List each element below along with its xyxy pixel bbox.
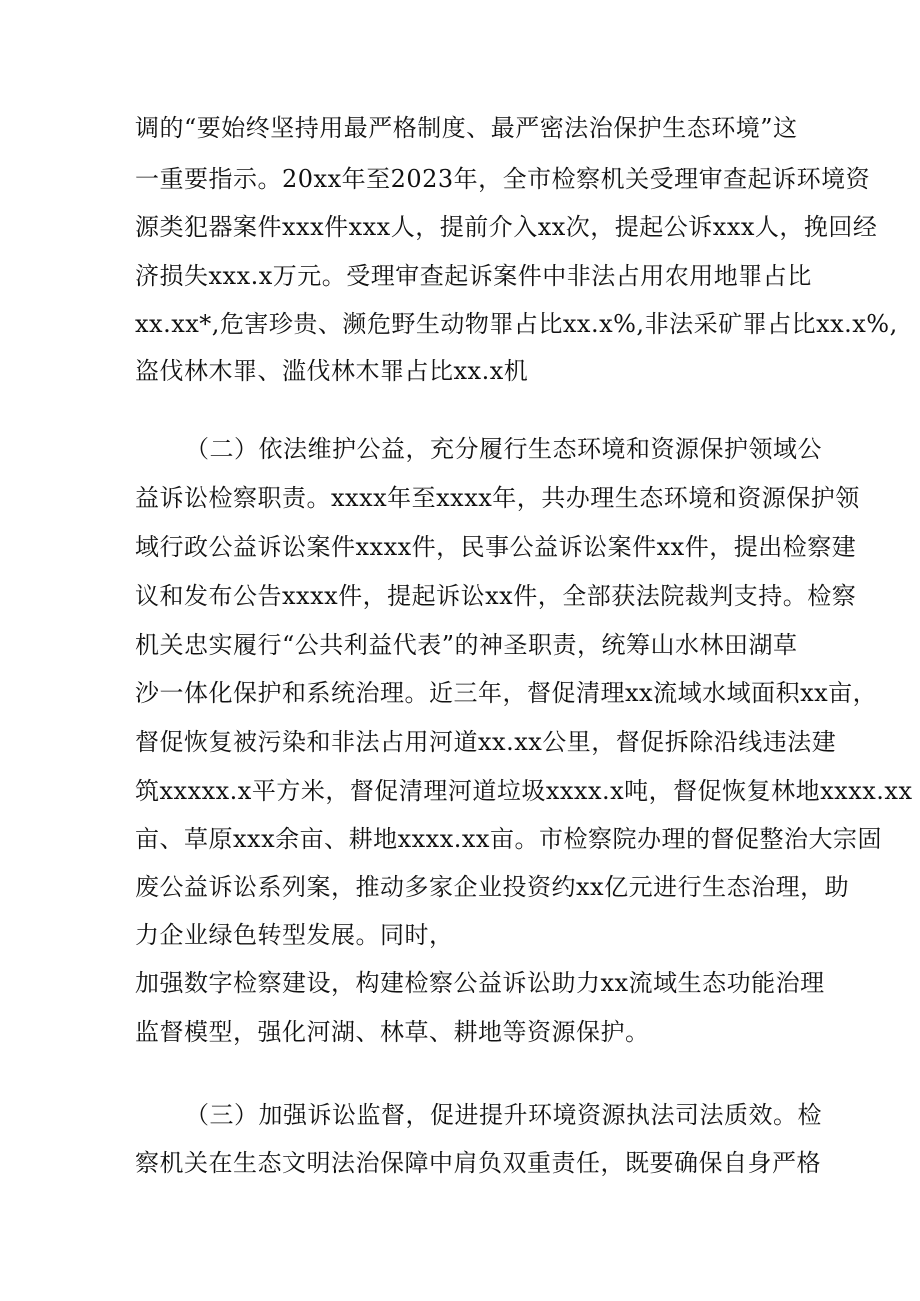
paragraph-2-line-4: 议和发布公告xxxx件，提起诉讼xx件，全部获法院裁判支持。检察 — [135, 582, 857, 610]
paragraph-2-line-6: 沙一体化保护和系统治理。近三年，督促清理xx流域水域面积xx亩， — [135, 679, 878, 707]
paragraph-2-line-13: 监督模型，强化河湖、林草、耕地等资源保护。 — [135, 1018, 650, 1046]
paragraph-1-line-1: 调的“要始终坚持用最严格制度、最严密法治保护生态环境”这 — [135, 114, 798, 142]
paragraph-1-line-2: 一重要指示。20xx年至2023年，全市检察机关受理审查起诉环境资 — [135, 165, 871, 193]
paragraph-1-line-4: 济损失xxx.x万元。受理审查起诉案件中非法占用农用地罪占比 — [135, 262, 812, 290]
paragraph-2-line-2: 益诉讼检察职责。xxxx年至xxxx年，共办理生态环境和资源保护领 — [135, 484, 860, 512]
paragraph-2-line-8: 筑xxxxx.x平方米，督促清理河道垃圾xxxx.x吨，督促恢复林地xxxx.xx — [135, 777, 913, 805]
paragraph-2-line-5: 机关忠实履行“公共利益代表”的神圣职责，统筹山水林田湖草 — [135, 631, 798, 659]
paragraph-2-line-9: 亩、草原xxx余亩、耕地xxxx.xx亩。市检察院办理的督促整治大宗固 — [135, 825, 882, 853]
paragraph-2-line-12: 加强数字检察建设，构建检察公益诉讼助力xx流域生态功能治理 — [135, 969, 825, 997]
paragraph-3-line-2: 察机关在生态文明法治保障中肩负双重责任，既要确保自身严格 — [135, 1149, 821, 1177]
paragraph-1-line-6: 盗伐林木罪、滥伐林木罪占比xx.x机 — [135, 357, 529, 385]
paragraph-3-line-1: （三）加强诉讼监督，促进提升环境资源执法司法质效。检 — [185, 1101, 822, 1129]
paragraph-2-line-10: 废公益诉讼系列案，推动多家企业投资约xx亿元进行生态治理，助 — [135, 873, 850, 901]
paragraph-1-line-5: xx.xx*,危害珍贵、濒危野生动物罪占比xx.x%,非法采矿罪占比xx.x%, — [135, 310, 898, 338]
paragraph-1-line-3: 源类犯器案件xxx件xxx人，提前介入xx次，提起公诉xxx人，挽回经 — [135, 213, 878, 241]
paragraph-2-line-7: 督促恢复被污染和非法占用河道xx.xx公里，督促拆除沿线违法建 — [135, 728, 837, 756]
paragraph-2-line-11: 力企业绿色转型发展。同时， — [135, 921, 454, 949]
paragraph-2-line-3: 域行政公益诉讼案件xxxx件，民事公益诉讼案件xx件，提出检察建 — [135, 533, 857, 561]
paragraph-2-line-1: （二）依法维护公益，充分履行生态环境和资源保护领域公 — [185, 435, 822, 463]
